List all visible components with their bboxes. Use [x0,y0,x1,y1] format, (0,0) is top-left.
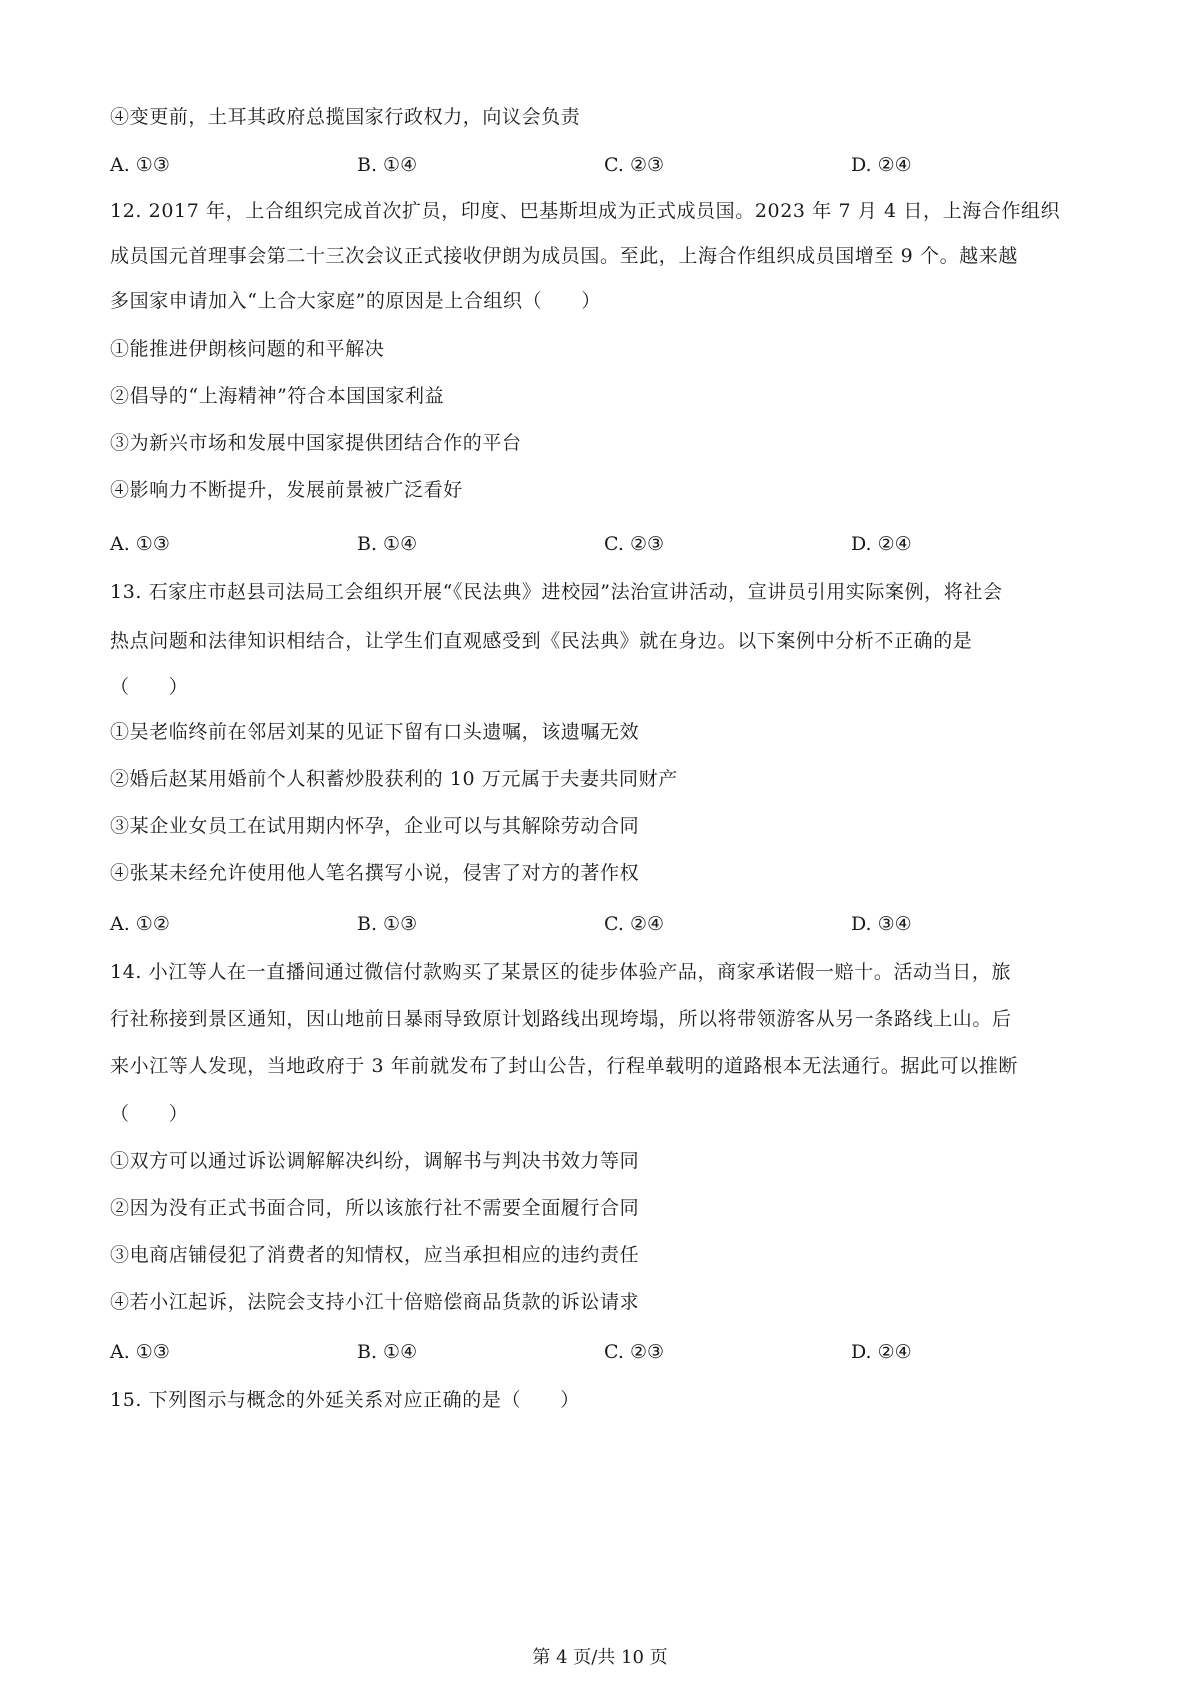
q14-statement-2: ②因为没有正式书面合同，所以该旅行社不需要全面履行合同 [110,1197,640,1219]
q11-option-a: A. ①③ [110,154,170,176]
q12-stem-line-2: 成员国元首理事会第二十三次会议正式接收伊朗为成员国。至此，上海合作组织成员国增至 9 个。越来越 [110,245,1018,267]
q13-statement-2: ②婚后赵某用婚前个人积蓄炒股获利的 10 万元属于夫妻共同财产 [110,768,678,790]
q14-stem-line-2: 行社称接到景区通知，因山地前日暴雨导致原计划路线出现垮塌，所以将带领游客从另一条路线上山。后 [110,1008,1012,1030]
q14-statement-3: ③电商店铺侵犯了消费者的知情权，应当承担相应的违约责任 [110,1244,640,1266]
q12-stem-line-1: 12. 2017 年，上合组织完成首次扩员，印度、巴基斯坦成为正式成员国。2023 年 7 月 4 日，上海合作组织 [110,200,1061,222]
q14-statement-4: ④若小江起诉，法院会支持小江十倍赔偿商品货款的诉讼请求 [110,1291,640,1313]
q15-stem-line-1: 15. 下列图示与概念的外延关系对应正确的是（ ） [110,1389,580,1411]
q12-options [110,531,1100,557]
q13-option-a: A. ①② [110,913,170,935]
q14-stem-line-1: 14. 小江等人在一直播间通过微信付款购买了某景区的徒步体验产品，商家承诺假一赔十。活动当日，旅 [110,961,1012,983]
q12-option-d: D. ②④ [851,533,912,555]
page-number: 第 4 页/共 10 页 [532,1647,668,1668]
q13-option-b: B. ①③ [357,913,418,935]
q12-option-a: A. ①③ [110,533,170,555]
q14-option-a: A. ①③ [110,1341,170,1363]
q13-options [110,911,1100,937]
q13-statement-4: ④张某未经允许使用他人笔名撰写小说，侵害了对方的著作权 [110,862,640,884]
q11-options [110,152,1100,178]
q11-option-d: D. ②④ [851,154,912,176]
q14-option-c: C. ②③ [604,1341,665,1363]
q13-stem-line-2: 热点问题和法律知识相结合，让学生们直观感受到《民法典》就在身边。以下案例中分析不正确的是 [110,630,973,652]
q13-option-c: C. ②④ [604,913,665,935]
q14-statement-1: ①双方可以通过诉讼调解解决纠纷，调解书与判决书效力等同 [110,1150,640,1172]
q14-option-b: B. ①④ [357,1341,418,1363]
q13-statement-3: ③某企业女员工在试用期内怀孕，企业可以与其解除劳动合同 [110,815,640,837]
q11-statement-4: ④变更前，土耳其政府总揽国家行政权力，向议会负责 [110,106,581,128]
q12-statement-1: ①能推进伊朗核问题的和平解决 [110,338,385,360]
q12-stem-line-3: 多国家申请加入“上合大家庭”的原因是上合组织（ ） [110,290,602,312]
q12-option-b: B. ①④ [357,533,418,555]
q12-statement-2: ②倡导的“上海精神”符合本国国家利益 [110,385,445,407]
q14-stem-line-3: 来小江等人发现，当地政府于 3 年前就发布了封山公告，行程单载明的道路根本无法通行。据此可以推断 [110,1055,1018,1077]
q14-option-d: D. ②④ [851,1341,912,1363]
q13-option-d: D. ③④ [851,913,912,935]
q11-option-c: C. ②③ [604,154,665,176]
q12-option-c: C. ②③ [604,533,665,555]
q11-option-b: B. ①④ [357,154,418,176]
q14-stem-line-4: （ ） [110,1103,189,1125]
q13-stem-line-1: 13. 石家庄市赵县司法局工会组织开展“《民法典》进校园”法治宣讲活动，宣讲员引用实际案例，将社会 [110,581,1003,603]
q12-statement-4: ④影响力不断提升，发展前景被广泛看好 [110,479,463,501]
q13-statement-1: ①吴老临终前在邻居刘某的见证下留有口头遗嘱，该遗嘱无效 [110,721,640,743]
q14-options [110,1339,1100,1365]
q13-stem-line-3: （ ） [110,676,189,698]
q12-statement-3: ③为新兴市场和发展中国家提供团结合作的平台 [110,432,522,454]
